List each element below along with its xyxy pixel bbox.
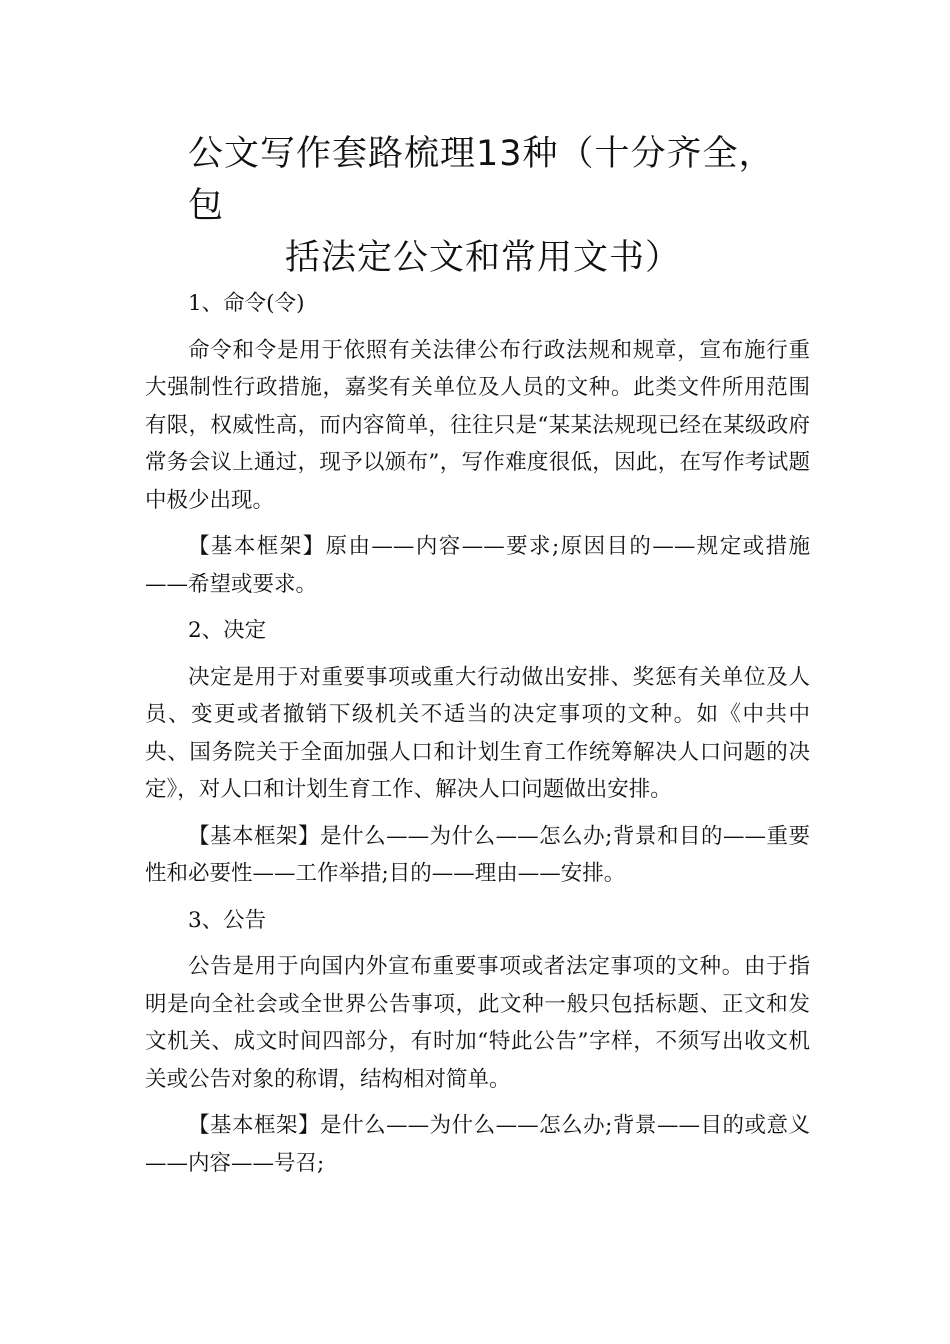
title-line-2: 括法定公文和常用文书） bbox=[285, 238, 682, 278]
document-title bbox=[145, 128, 810, 284]
section-framework-3: 【基本框架】是什么——为什么——怎么办;背景——目的或意义——内容——号召; bbox=[145, 1113, 810, 1176]
section-heading-1: 1、命令(令) bbox=[188, 291, 305, 316]
document-body bbox=[145, 285, 810, 1191]
section-framework-2: 【基本框架】是什么——为什么——怎么办;背景和目的——重要性和必要性——工作举措;目的——理由——安排。 bbox=[145, 823, 810, 886]
section-paragraph-2: 决定是用于对重要事项或重大行动做出安排、奖惩有关单位及人员、变更或者撤销下级机关不适当的决定事项的文种。如《中共中央、国务院关于全面加强人口和计划生育工作统筹解决人口问题的决定》，对人口和计划生育工作、解决人口问题做出安排。 bbox=[145, 664, 810, 802]
section-framework-1: 【基本框架】原由——内容——要求;原因目的——规定或措施——希望或要求。 bbox=[145, 534, 810, 597]
title-line-1: 公文写作套路梳理13种（十分齐全，包 bbox=[188, 134, 775, 226]
section-paragraph-1: 命令和令是用于依照有关法律公布行政法规和规章，宣布施行重大强制性行政措施，嘉奖有关单位及人员的文种。此类文件所用范围有限，权威性高，而内容简单，往往只是“某某法规现已经在某级政府常务会议上通过，现予以颁布”，写作难度很低，因此，在写作考试题中极少出现。 bbox=[145, 337, 810, 513]
section-paragraph-3: 公告是用于向国内外宣布重要事项或者法定事项的文种。由于指明是向全社会或全世界公告事项，此文种一般只包括标题、正文和发文机关、成文时间四部分，有时加“特此公告”字样，不须写出收文机关或公告对象的称谓，结构相对简单。 bbox=[145, 954, 810, 1092]
section-heading-3: 3、公告 bbox=[188, 907, 267, 933]
section-heading-2: 2、决定 bbox=[188, 618, 267, 643]
